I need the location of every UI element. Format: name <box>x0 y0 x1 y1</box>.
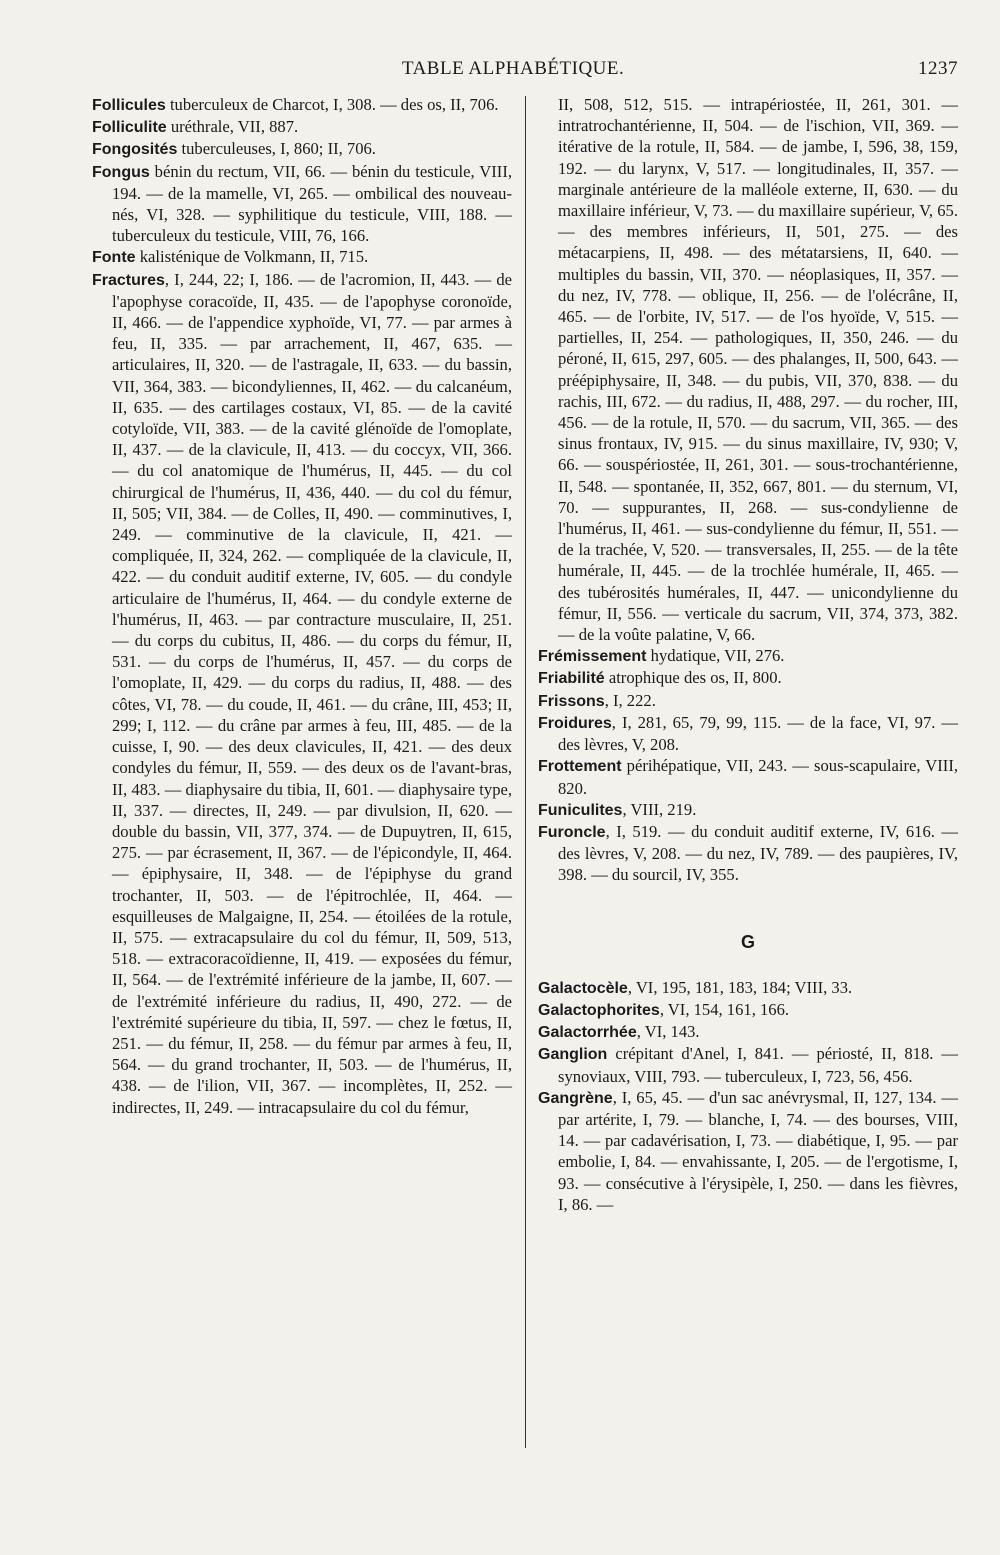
entry-keyword: Gangrène <box>538 1089 613 1107</box>
entry-keyword: Friabilité <box>538 670 605 688</box>
entry-text: , I, 65, 45. — d'un sac anévrysmal, II, 127, 134. — par artérite, I, 79. — blanche, I, 74. — des bourses, VIII, 14. — par cadavérisation, I, 73. — diabétique, I, 95. — par embolie, I, 84. — envahissante, I, 205. — de l'ergotisme, I, 93. — consécutive à l'érysipèle, I, 250. — dans les fièvres, I, 86. — <box>558 1087 958 1214</box>
index-entry <box>538 712 958 755</box>
index-entry <box>538 645 958 667</box>
index-entry <box>538 690 958 712</box>
index-entry <box>538 1021 958 1043</box>
entry-keyword: Funiculites <box>538 801 623 819</box>
index-entry <box>92 269 512 1118</box>
entry-text: , I, 281, 65, 79, 99, 115. — de la face, VI, 97. — des lèvres, V, 208. <box>558 712 958 755</box>
entry-keyword: Fractures <box>92 271 165 289</box>
entry-keyword: Frémissement <box>538 648 647 666</box>
entry-text: tuberculeux de Charcot, I, 308. — des os, II, 706. <box>165 95 499 114</box>
entry-text: , I, 222. <box>604 690 656 710</box>
index-entry <box>92 246 512 268</box>
page-number: 1237 <box>918 58 958 79</box>
entry-keyword: Frottement <box>538 758 622 776</box>
index-entry <box>538 1087 958 1215</box>
entry-text: , VI, 195, 181, 183, 184; VIII, 33. <box>627 977 853 997</box>
index-entry <box>92 116 512 138</box>
entry-keyword: Frissons <box>538 692 605 710</box>
entry-keyword: Fongosités <box>92 141 178 159</box>
entry-text: , VI, 143. <box>636 1022 700 1042</box>
index-entry <box>92 94 512 116</box>
entry-text: hydatique, VII, 276. <box>646 646 785 666</box>
page-title: TABLE ALPHABÉTIQUE. <box>402 58 625 79</box>
entry-text: , VI, 154, 161, 166. <box>659 999 790 1019</box>
entry-text: bénin du rectum, VII, 66. — bénin du testicule, VIII, 194. — de la mamelle, VI, 265. — ombilical des nouveau-nés, VI, 328. — syphilitique du testicule, VIII, 188. — tuberculeux du testicule, VIII, 76, 166. <box>112 161 512 246</box>
right-column <box>538 94 958 1215</box>
entry-text: , VIII, 219. <box>622 799 697 819</box>
index-entry <box>538 821 958 886</box>
entry-text: uréthrale, VII, 887. <box>166 117 299 137</box>
running-header <box>92 58 960 88</box>
entry-text: kalisténique de Volkmann, II, 715. <box>135 247 369 267</box>
left-column <box>92 94 512 1118</box>
index-entry <box>538 799 958 821</box>
entry-keyword: Folliculite <box>92 119 167 137</box>
index-entry <box>538 755 958 798</box>
entry-keyword: Galactophorites <box>538 1001 660 1019</box>
entry-keyword: Furoncle <box>538 823 606 841</box>
entry-keyword: Froidures <box>538 714 612 732</box>
entry-keyword: Galactocèle <box>538 979 628 997</box>
entry-text: , I, 519. — du conduit auditif externe, IV, 616. — des lèvres, V, 208. — du nez, IV, 789. — des paupières, IV, 398. — du sourcil, IV, 355. <box>558 821 958 885</box>
entry-keyword: Fonte <box>92 249 136 267</box>
index-entry <box>538 1043 958 1086</box>
entry-text: , I, 244, 22; I, 186. — de l'acromion, II, 443. — de l'apophyse coracoïde, II, 435. — de l'apophyse coronoïde, II, 466. — de l'appendice xyphoïde, VI, 77. — par armes à feu, II, 335. — par arrachement, II, 467, 635. — articulaires, II, 320. — de l'astragale, II, 633. — du bassin, VII, 364, 383. — bicondyliennes, II, 462. — du calcanéum, II, 635. — des cartilages costaux, VI, 85. — de la cavité cotyloïde, VII, 383. — de la cavité glénoïde de l'omoplate, II, 437. — de la clavicule, II, 413. — du coccyx, VII, 366. — du col anatomique de l'humérus, II, 445. — du col chirurgical de l'humérus, II, 436, 440. — du col du fémur, II, 505; VII, 384. — de Colles, II, 490. — comminutives, I, 249. — comminutive de la clavicule, II, 421. — compliquée, II, 324, 262. — compliquée de la clavicule, II, 422. — du conduit auditif externe, IV, 605. — du condyle articulaire de l'humérus, II, 464. — du condyle externe de l'humérus, II, 463. — par contracture musculaire, II, 251. — du corps du cubitus, II, 486. — du corps du fémur, II, 531. — du corps de l'humérus, II, 457. — du corps de l'omoplate, II, 429. — du corps du radius, II, 488. — des côtes, VI, 78. — du coude, II, 461. — du crâne, III, 453; II, 299; I, 112. — du crâne par armes à feu, III, 485. — de la cuisse, I, 90. — des deux clavicules, II, 421. — des deux condyles du fémur, II, 559. — des deux os de l'avant-bras, II, 483. — diaphysaire du tibia, II, 601. — diaphysaire type, II, 337. — directes, II, 249. — par divulsion, II, 620. — double du bassin, VII, 377, 374. — de Dupuytren, II, 615, 275. — par écrasement, II, 367. — de l'épicondyle, II, 464. — épiphysaire, II, 348. — de l'épiphyse du grand trochanter, II, 503. — de l'épitrochlée, II, 464. — esquilleuses de Malgaigne, II, 254. — étoilées de la rotule, II, 575. — extracapsulaire du col du fémur, II, 509, 513, 518. — extracoracoïdienne, II, 419. — exposées du fémur, II, 564. — de l'extrémité inférieure de la jambe, II, 607. — de l'extrémité inférieure du radius, II, 490, 272. — de l'extrémité supérieure du tibia, II, 597. — chez le fœtus, II, 251. — du fémur, II, 258. — du fémur par armes à feu, II, 564. — du grand trochanter, II, 503. — de l'humérus, II, 438. — de l'ilion, VII, 367. — incomplètes, II, 252. — indirectes, II, 249. — intracapsulaire du col du fémur, <box>112 269 512 1117</box>
entry-keyword: Follicules <box>92 97 166 114</box>
entry-text: tuberculeuses, I, 860; II, 706. <box>177 139 376 159</box>
index-entry <box>538 667 958 689</box>
column-divider <box>525 96 526 1448</box>
entry-continuation: II, 508, 512, 515. — intrapériostée, II, 261, 301. — intratrochantérienne, II, 504. — de l'ischion, VII, 369. — itérative de la rotule, II, 584. — de jambe, I, 596, 38, 159, 192. — du larynx, V, 517. — longitudinales, II, 357. — marginale antérieure de la malléole externe, II, 630. — du maxillaire inférieur, V, 73. — du maxillaire supérieur, V, 65. — des membres inférieurs, II, 501, 275. — des métacarpiens, II, 498. — des métatarsiens, II, 640. — multiples du bassin, VII, 370. — néoplasiques, II, 357. — du nez, IV, 778. — oblique, II, 256. — de l'olécrâne, II, 465. — de l'orbite, IV, 517. — de l'os hyoïde, V, 515. — partielles, II, 254. — pathologiques, II, 350, 246. — du péroné, II, 615, 297, 605. — des phalanges, II, 500, 643. — préépiphysaire, II, 348. — du pubis, VII, 370, 838. — du rachis, III, 672. — du radius, II, 488, 297. — du rocher, III, 456. — de la rotule, II, 570. — du sacrum, VII, 365. — des sinus frontaux, IV, 915. — du sinus maxillaire, IV, 930; V, 66. — souspériostée, II, 261, 301. — sous-trochantérienne, II, 548. — spontanée, II, 352, 667, 801. — du sternum, VI, 70. — suppurantes, II, 268. — sus-condylienne de l'humérus, II, 461. — sus-condylienne du fémur, II, 551. — de la trachée, V, 520. — transversales, II, 255. — de la tête humérale, II, 445. — de la trochlée humérale, II, 465. — des tubérosités humérales, II, 447. — unicondylienne du fémur, II, 556. — verticale du sacrum, VII, 374, 373, 382. — de la voûte palatine, V, 66. <box>558 95 958 645</box>
entry-text: atrophique des os, II, 800. <box>604 668 782 688</box>
section-letter: G <box>740 931 755 952</box>
entry-text: crépitant d'Anel, I, 841. — périosté, II, 818. — synoviaux, VIII, 793. — tuberculeux, I, 723, 56, 456. <box>558 1044 958 1086</box>
index-entry <box>538 999 958 1021</box>
index-entry <box>538 977 958 999</box>
entry-keyword: Galactorrhée <box>538 1024 637 1042</box>
entry-keyword: Fongus <box>92 163 150 181</box>
index-entry <box>92 161 512 247</box>
entry-text: périhépatique, VII, 243. — sous-scapulaire, VIII, 820. <box>558 756 958 798</box>
index-entry <box>92 138 512 160</box>
entry-keyword: Ganglion <box>538 1046 608 1064</box>
